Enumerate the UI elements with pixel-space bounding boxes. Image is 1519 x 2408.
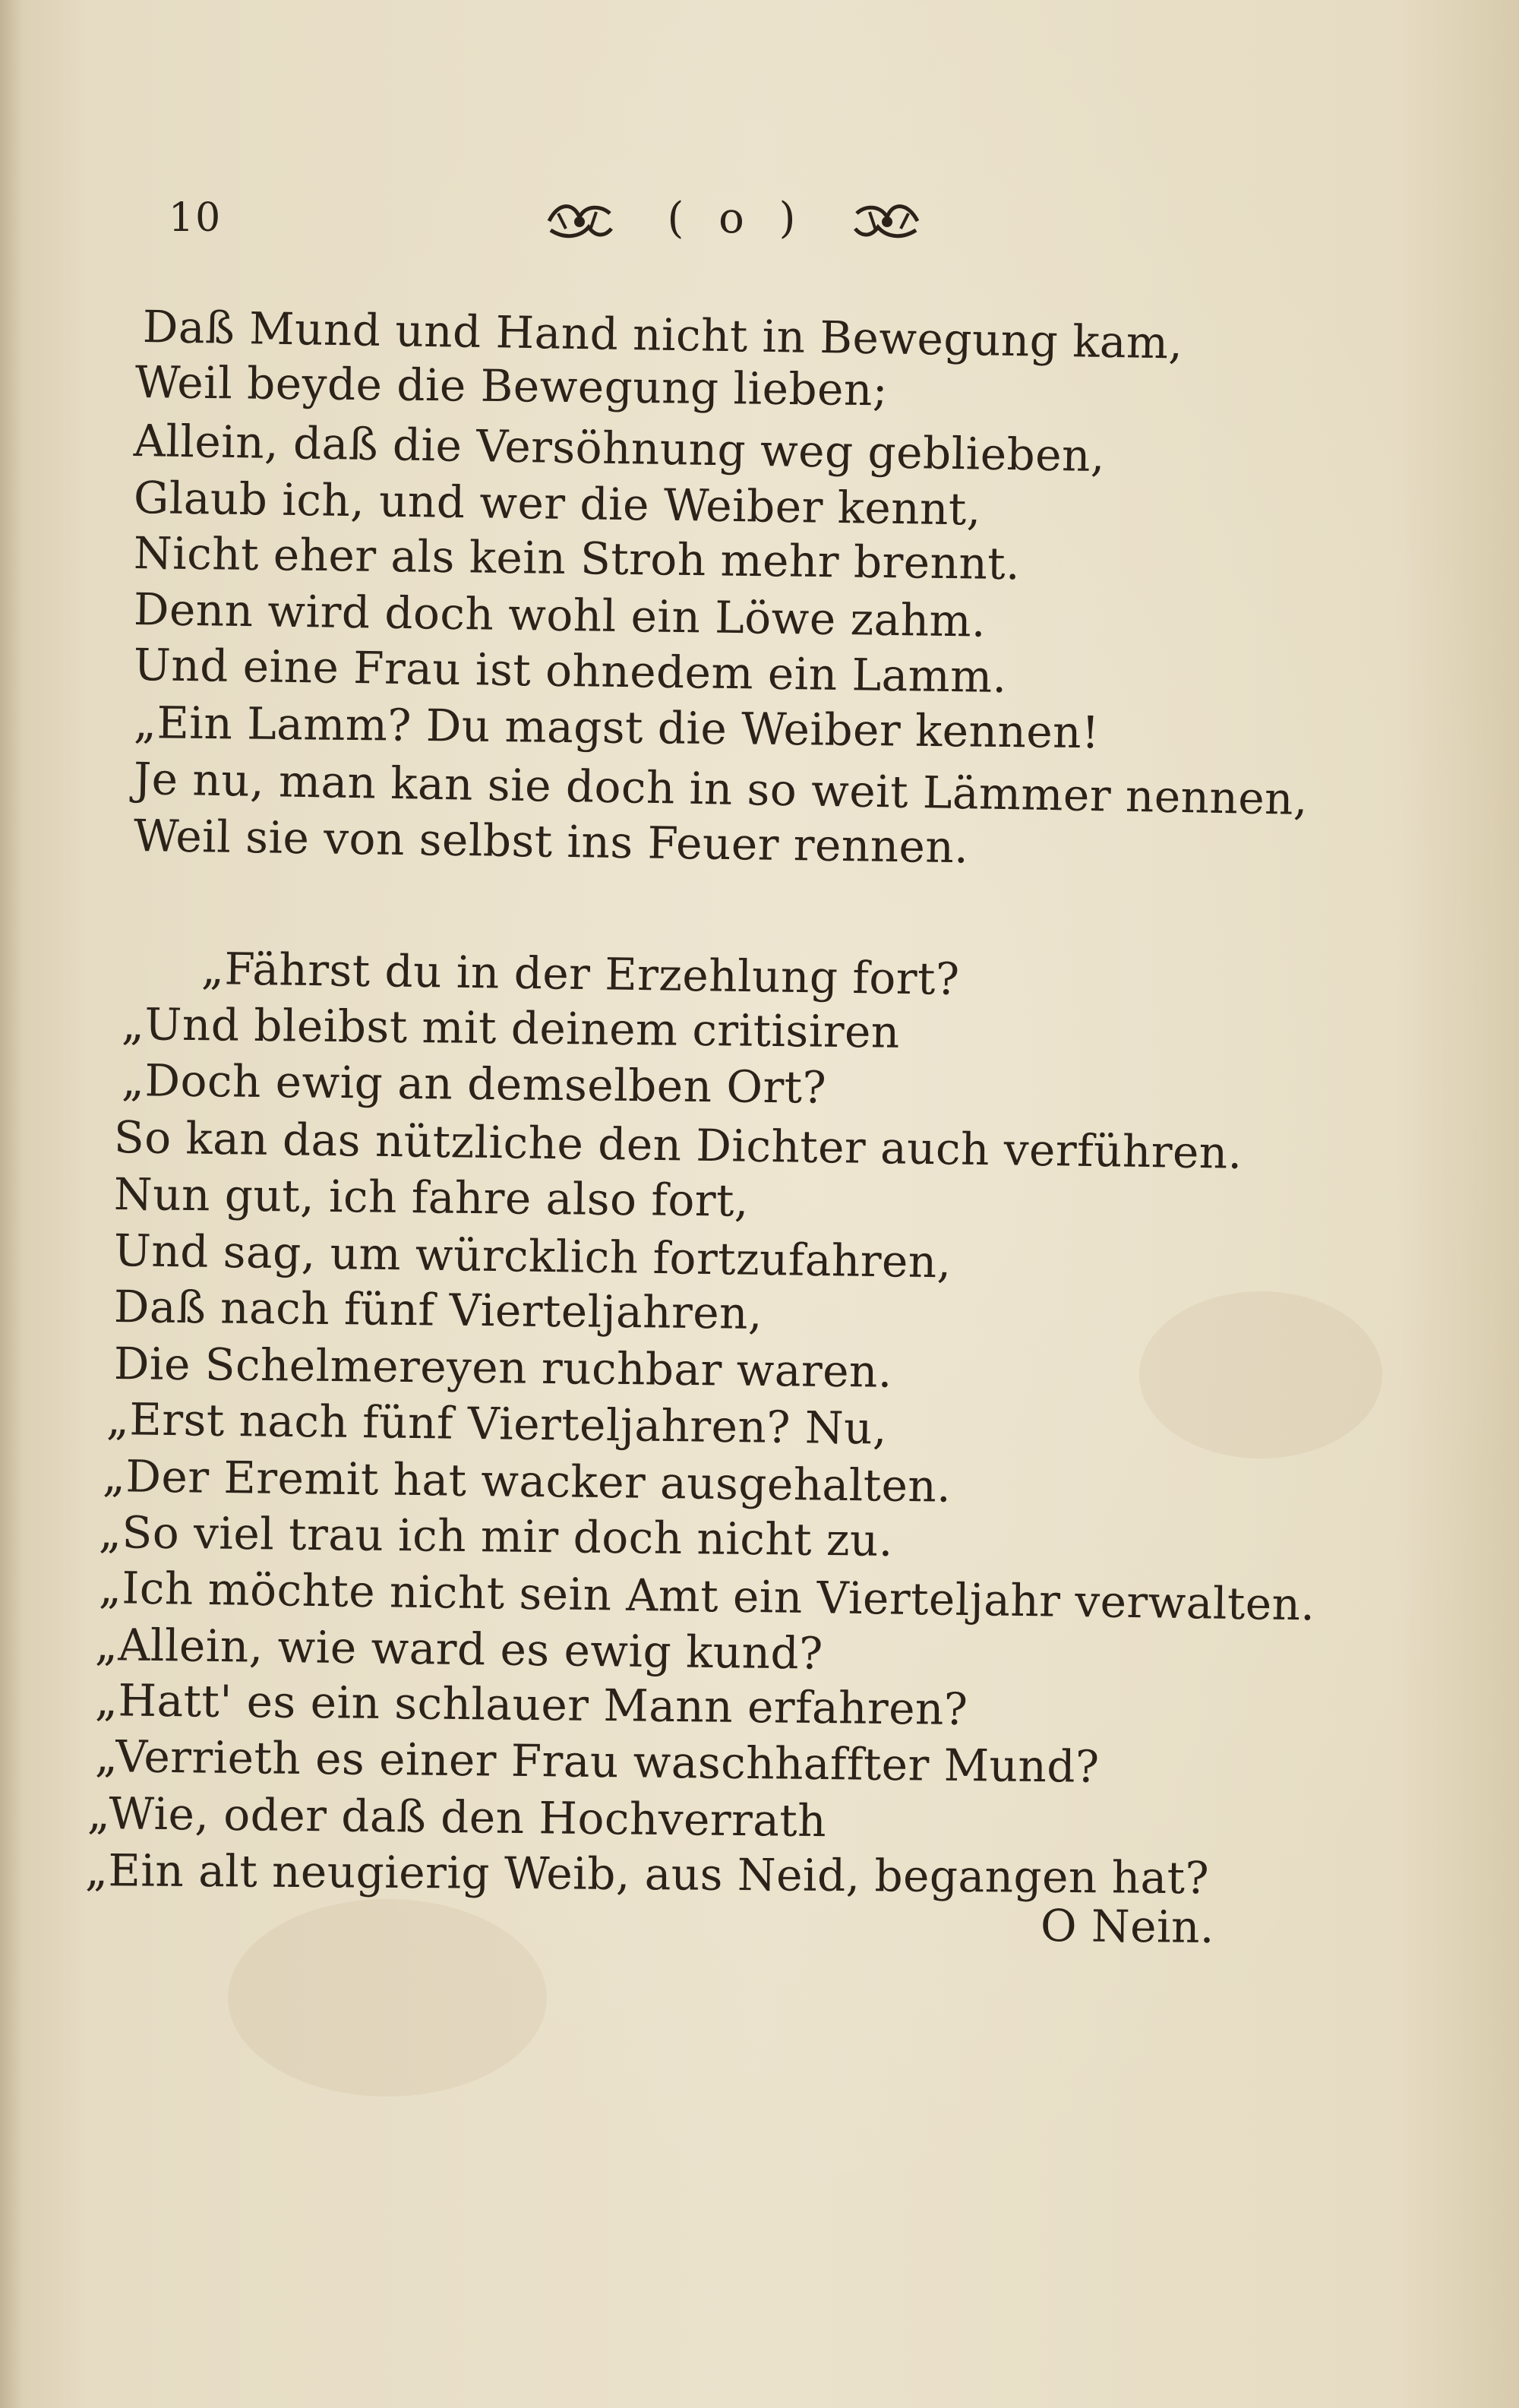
verse-line: „So viel trau ich mir doch nicht zu. bbox=[98, 1506, 894, 1566]
verse-line: O Nein. bbox=[1040, 1900, 1215, 1953]
verse-line: Nicht eher als kein Stroh mehr brennt. bbox=[133, 527, 1021, 590]
verse-line: Und eine Frau ist ohnedem ein Lamm. bbox=[133, 639, 1008, 703]
verse-line: „Hatt' es ein schlauer Mann erfahren? bbox=[94, 1674, 968, 1736]
verse-line: „Verrieth es einer Frau waschhaffter Mund? bbox=[94, 1730, 1100, 1793]
verse-line: „Ich möchte nicht sein Amt ein Vierteljahr verwalten. bbox=[98, 1562, 1315, 1631]
verse-line: Je nu, man kan sie doch in so weit Lämmer nennen, bbox=[133, 753, 1309, 825]
verse-line: Daß Mund und Hand nicht in Bewegung kam, bbox=[142, 301, 1183, 369]
verse-line: „Ein alt neugierig Weib, aus Neid, begangen hat? bbox=[84, 1844, 1210, 1904]
verse-line: Denn wird doch wohl ein Löwe zahm. bbox=[133, 583, 987, 647]
verse-line: „Wie, oder daß den Hochverrath bbox=[87, 1787, 827, 1847]
verse-line: Weil sie von selbst ins Feuer rennen. bbox=[133, 810, 969, 874]
verse-line: „Der Eremit hat wacker ausgehalten. bbox=[102, 1450, 952, 1512]
verse-line: Und sag, um würcklich fortzufahren, bbox=[113, 1225, 952, 1288]
running-head: ( o ) bbox=[667, 194, 807, 243]
verse-line: Glaub ich, und wer die Weiber kennt, bbox=[133, 472, 982, 536]
page-number: 10 bbox=[169, 195, 223, 241]
verse-line: Allein, daß die Versöhnung weg geblieben, bbox=[133, 415, 1106, 482]
verse-line: „Ein Lamm? Du magst die Weiber kennen! bbox=[133, 697, 1101, 759]
verse-line: „Und bleibst mit deinem critisiren bbox=[121, 998, 901, 1058]
verse-line: Weil beyde die Bewegung lieben; bbox=[134, 356, 889, 416]
verse-line: „Doch ewig an demselben Ort? bbox=[121, 1054, 827, 1114]
ornament-left-icon bbox=[543, 198, 615, 245]
verse-line: „Erst nach fünf Vierteljahren? Nu, bbox=[106, 1393, 888, 1455]
paper-stain bbox=[228, 1899, 547, 2097]
verse-line: „Allein, wie ward es ewig kund? bbox=[94, 1619, 824, 1680]
verse-line: „Fährst du in der Erzehlung fort? bbox=[201, 943, 960, 1005]
verse-line: So kan das nützliche den Dichter auch verführen. bbox=[113, 1111, 1243, 1179]
ornament-right-icon bbox=[851, 198, 923, 245]
page-edge-shadow bbox=[0, 0, 23, 2408]
paper-stain bbox=[1139, 1291, 1382, 1458]
verse-line: Die Schelmereyen ruchbar waren. bbox=[113, 1338, 893, 1398]
verse-line: Nun gut, ich fahre also fort, bbox=[113, 1168, 750, 1227]
page-header bbox=[0, 194, 1519, 254]
verse-line: Daß nach fünf Vierteljahren, bbox=[113, 1281, 763, 1339]
